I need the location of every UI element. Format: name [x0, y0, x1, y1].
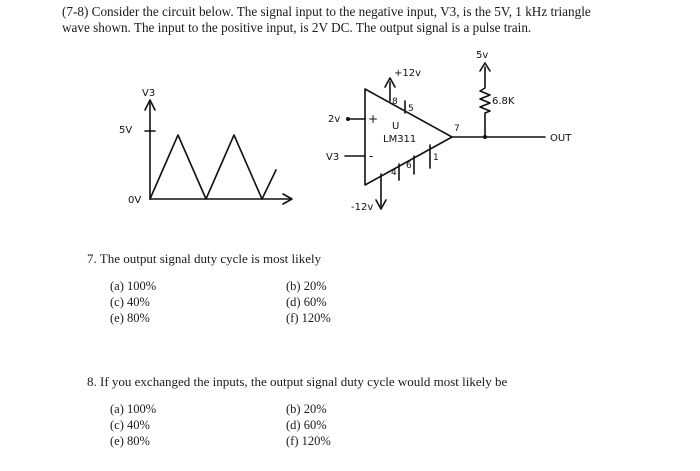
- q7-option-c: (c) 40%: [110, 295, 150, 309]
- q7-option-e: (e) 80%: [110, 311, 150, 325]
- input-pos-node: [346, 117, 350, 121]
- pin5-label: 5: [408, 104, 414, 114]
- input-neg-label: V3: [326, 152, 340, 163]
- q7-option-b: (b) 20%: [286, 279, 327, 293]
- output-label: OUT: [550, 133, 572, 144]
- minus-sign: -: [369, 149, 374, 163]
- supply-neg-label: -12v: [351, 202, 374, 213]
- q7-option-d: (d) 60%: [286, 295, 327, 309]
- plus-sign: +: [368, 112, 379, 126]
- supply-pos-label: +12v: [394, 68, 422, 79]
- pin8-label: 8: [392, 97, 398, 107]
- q8-option-a: (a) 100%: [110, 402, 157, 416]
- output-node: [483, 135, 487, 139]
- question-7-title: 7. The output signal duty cycle is most likely: [87, 251, 322, 266]
- wave-label-5v: 5V: [119, 125, 133, 136]
- pin4-label: 4: [391, 168, 397, 178]
- q7-option-f: (f) 120%: [286, 311, 331, 325]
- pin7-label: 7: [454, 124, 460, 134]
- question-8-title: 8. If you exchanged the inputs, the output signal duty cycle would most likely be: [87, 374, 508, 389]
- part-u-label: U: [392, 121, 400, 132]
- pin1-label: 1: [433, 153, 439, 163]
- q8-option-f: (f) 120%: [286, 434, 331, 448]
- q7-option-a: (a) 100%: [110, 279, 157, 293]
- wave-label-v3: V3: [142, 88, 156, 99]
- q8-option-e: (e) 80%: [110, 434, 150, 448]
- pullup-supply-label: 5v: [476, 50, 489, 61]
- pin6-label: 6: [406, 161, 412, 171]
- intro-line-1: (7-8) Consider the circuit below. The signal input to the negative input, V3, is the 5V, 1 kHz triangle: [62, 4, 591, 19]
- intro-line-2: wave shown. The input to the positive input, is 2V DC. The output signal is a pulse train.: [62, 20, 532, 35]
- wave-label-0v: 0V: [128, 195, 142, 206]
- resistor-label: 6.8K: [492, 96, 515, 107]
- part-name-label: LM311: [383, 134, 417, 145]
- q8-option-b: (b) 20%: [286, 402, 327, 416]
- pullup-resistor: [480, 84, 490, 137]
- triangle-wave: [150, 135, 276, 199]
- q8-option-d: (d) 60%: [286, 418, 327, 432]
- q8-option-c: (c) 40%: [110, 418, 150, 432]
- input-pos-label: 2v: [328, 114, 341, 125]
